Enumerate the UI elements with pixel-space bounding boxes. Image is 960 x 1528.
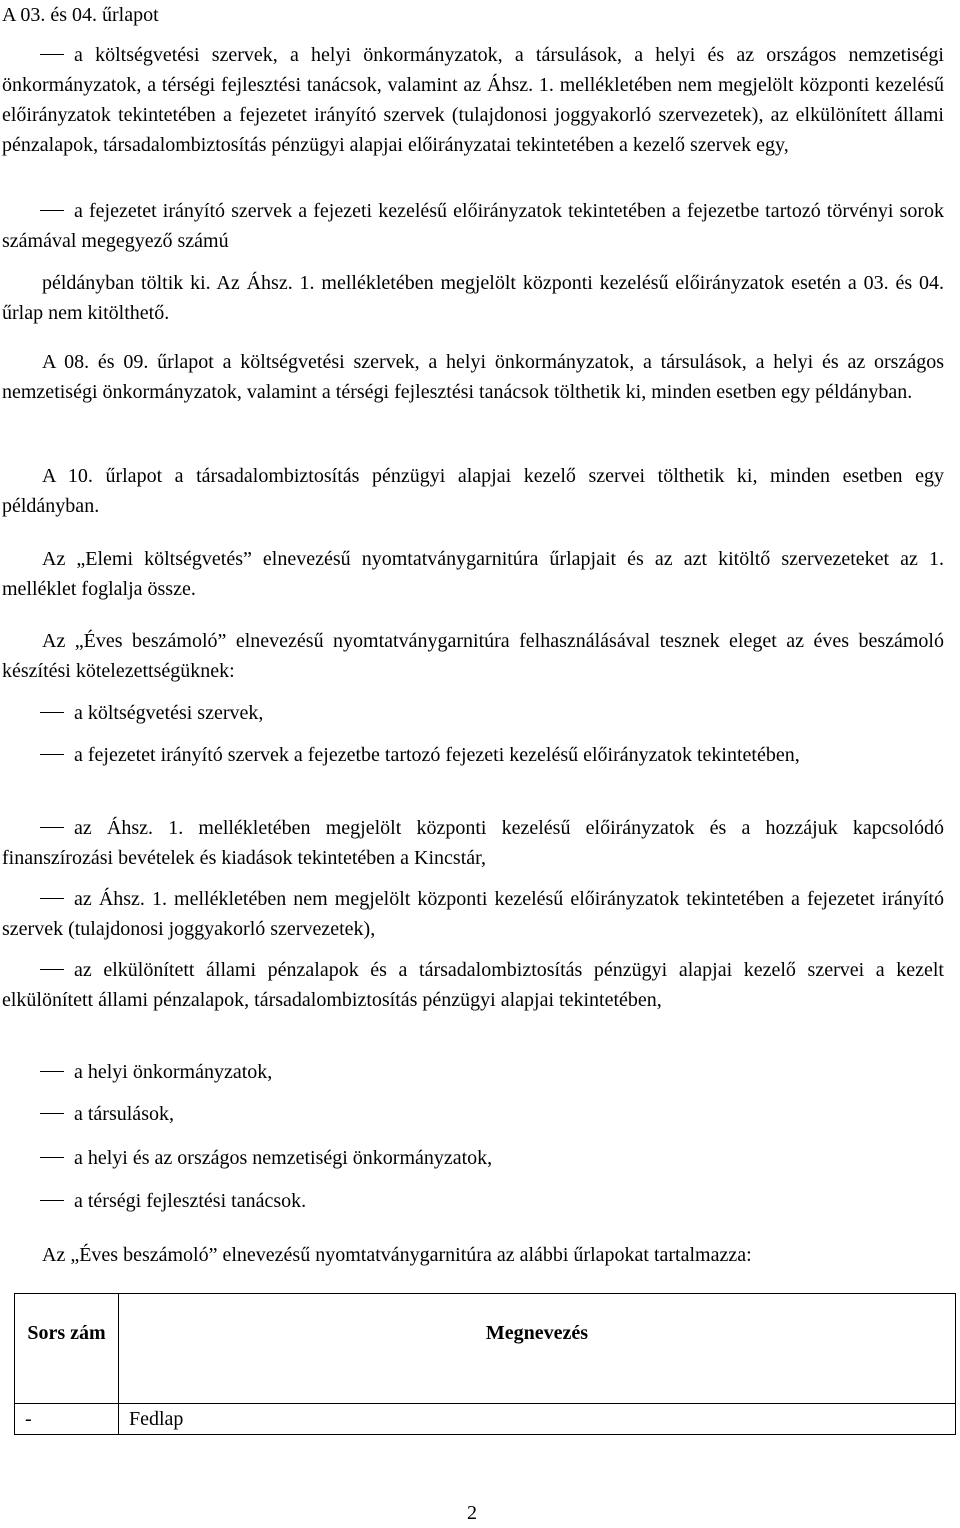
forms-table (14, 1293, 956, 1435)
dash-bullet (40, 1113, 64, 1114)
bullet-b-7: a társulások, (2, 1099, 944, 1129)
para-elemi: Az „Elemi költségvetés” elnevezésű nyomtatványgarnitúra űrlapjait és az azt kitöltő szervezeteket az 1. melléklet foglalja össze. (2, 548, 944, 600)
bullet-b-9: a térségi fejlesztési tanácsok. (2, 1186, 944, 1216)
para-peldanyban: példányban töltik ki. Az Áhsz. 1. mellékletében megjelölt központi kezelésű előirányzatok esetén a 03. és 04. űrlap nem kitölthető. (2, 272, 944, 324)
dash-bullet (40, 827, 64, 828)
dash-bullet (40, 54, 64, 55)
bullet-b-6: a helyi önkormányzatok, (2, 1057, 944, 1087)
cell-megnevezes: Fedlap (119, 1404, 956, 1435)
bullet-b-8: a helyi és az országos nemzetiségi önkormányzatok, (2, 1143, 944, 1173)
page-number: 2 (467, 1502, 477, 1524)
dash-bullet (40, 898, 64, 899)
para-tartalmazza: Az „Éves beszámoló” elnevezésű nyomtatványgarnitúra az alábbi űrlapokat tartalmazza: (42, 1244, 752, 1266)
bullet-b-3: az Áhsz. 1. mellékletében megjelölt központi kezelésű előirányzatok és a hozzájuk kapcsolódó finanszírozási bevételek és kiadások tekintetében a Kincstár, (2, 817, 944, 869)
column-header-sorszam: Sors zám (15, 1294, 119, 1404)
para-10: A 10. űrlapot a társadalombiztosítás pénzügyi alapjai kezelő szervei tölthetik ki, minden esetben egy példányban. (2, 465, 944, 517)
bullet-b-2: a fejezetet irányító szervek a fejezetbe tartozó fejezeti kezelésű előirányzatok tekintetében, (2, 740, 944, 770)
dash-bullet (40, 754, 64, 755)
dash-bullet (40, 969, 64, 970)
bullet-a-2: a fejezetet irányító szervek a fejezeti kezelésű előirányzatok tekintetében a fejezetbe tartozó törvényi sorok számával megegyező számú (2, 200, 944, 252)
table-header-row (15, 1294, 956, 1404)
column-header-megnevezes: Megnevezés (119, 1294, 956, 1404)
bullet-b-5: az elkülönített állami pénzalapok és a társadalombiztosítás pénzügyi alapjai kezelő szervei a kezelt elkülönített állami pénzalapok, társadalombiztosítás pénzügyi alapjai tekintetében, (2, 959, 944, 1011)
dash-bullet (40, 712, 64, 713)
para-0809: A 08. és 09. űrlapot a költségvetési szervek, a helyi önkormányzatok, a társulások, a helyi és az országos nemzetiségi önkormányzatok, valamint a térségi fejlesztési tanácsok tölthetik ki, minden esetben egy példányban. (2, 351, 944, 403)
bullet-b-1: a költségvetési szervek, (2, 698, 944, 728)
para-eves: Az „Éves beszámoló” elnevezésű nyomtatványgarnitúra felhasználásával tesznek eleget az éves beszámoló készítési kötelezettségüknek: (2, 630, 944, 682)
table-row (15, 1404, 956, 1435)
dash-bullet (40, 1200, 64, 1201)
bullet-a-1: a költségvetési szervek, a helyi önkormányzatok, a társulások, a helyi és az országos nemzetiségi önkormányzatok, a térségi fejlesztési tanácsok, valamint az Áhsz. 1. mellékletében nem megjelölt központi kezelésű előirányzatok tekintetében a fejezetet irányító szervek (tulajdonosi joggyakorló szervezetek), az elkülönített állami pénzalapok, társadalombiztosítás pénzügyi alapjai előirányzatai tekintetében a kezelő szervek egy, (2, 44, 944, 156)
dash-bullet (40, 210, 64, 211)
heading: A 03. és 04. űrlapot (2, 4, 159, 26)
cell-sorszam: - (15, 1404, 119, 1435)
dash-bullet (40, 1157, 64, 1158)
bullet-b-4: az Áhsz. 1. mellékletében nem megjelölt központi kezelésű előirányzatok tekintetében a fejezetet irányító szervek (tulajdonosi joggyakorló szervezetek), (2, 888, 944, 940)
dash-bullet (40, 1071, 64, 1072)
